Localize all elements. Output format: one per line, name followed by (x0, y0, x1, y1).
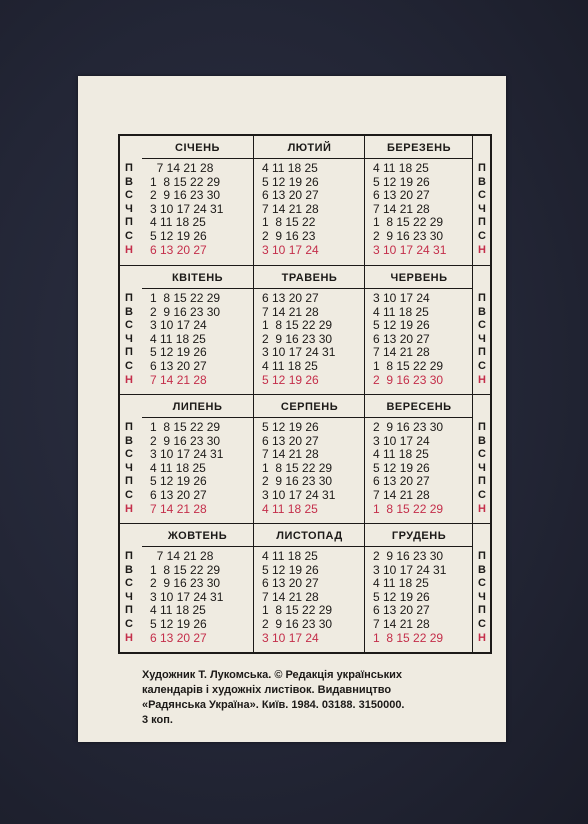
weekday-label: С (125, 230, 133, 242)
sunday-dates: 7 14 21 28 (150, 372, 207, 387)
weekday-label: С (125, 319, 133, 332)
weekday-dates: 5 12 19 26 (262, 562, 319, 577)
sunday-dates: 3 10 17 24 (262, 630, 319, 645)
quarter-row (120, 136, 490, 265)
weekday-label: Ч (125, 332, 133, 345)
month-name: БЕРЕЗЕНЬ (387, 142, 451, 154)
weekday-label: П (125, 292, 133, 304)
weekday-dates: 1 8 15 22 29 (373, 359, 444, 373)
weekday-column-right (472, 524, 491, 653)
month-block (253, 136, 365, 265)
month-name: ЧЕРВЕНЬ (390, 272, 448, 284)
weekday-label: Н (478, 502, 486, 515)
weekday-label: В (125, 305, 133, 318)
weekday-dates: 6 13 20 27 (373, 474, 430, 489)
weekday-dates: 6 13 20 27 (262, 188, 319, 203)
weekday-dates: 2 9 16 23 30 (150, 304, 221, 319)
weekday-label: С (478, 489, 486, 501)
weekday-dates: 2 9 16 23 30 (262, 474, 333, 489)
month-divider (254, 546, 365, 547)
weekday-label: Н (478, 373, 486, 386)
weekday-column-left (120, 524, 138, 653)
weekday-label: С (125, 360, 133, 372)
weekday-label: С (478, 577, 486, 590)
month-divider (365, 158, 473, 159)
weekday-label: П (478, 292, 486, 304)
weekday-label: В (478, 434, 486, 447)
weekday-dates: 1 8 15 22 29 (262, 460, 333, 475)
weekday-dates: 1 8 15 22 (262, 215, 316, 230)
weekday-label: Н (478, 631, 486, 644)
weekday-dates: 5 12 19 26 (150, 617, 207, 631)
weekday-dates: 1 8 15 22 29 (262, 318, 333, 333)
month-name: КВІТЕНЬ (171, 272, 224, 284)
weekday-dates: 7 14 21 28 (262, 304, 319, 319)
sunday-dates: 7 14 21 28 (150, 501, 207, 516)
weekday-dates: 7 14 21 28 (373, 617, 430, 631)
weekday-label: П (125, 216, 133, 229)
sunday-dates: 4 11 18 25 (262, 501, 318, 516)
weekday-dates: 7 14 21 28 (262, 589, 319, 604)
month-name: СІЧЕНЬ (175, 142, 220, 154)
weekday-label: В (125, 434, 133, 447)
month-block (253, 395, 365, 524)
calendar-card (78, 76, 506, 742)
weekday-dates: 2 9 16 23 30 (150, 433, 221, 448)
month-divider (365, 417, 473, 418)
month-name: ВЕРЕСЕНЬ (386, 401, 452, 413)
weekday-label: Н (125, 243, 133, 256)
weekday-label: Ч (125, 590, 133, 603)
weekday-label: В (478, 563, 486, 576)
sunday-dates: 6 13 20 27 (150, 242, 207, 257)
weekday-label: П (125, 162, 133, 174)
weekday-label: С (125, 489, 133, 501)
sunday-dates: 2 9 16 23 30 (373, 372, 444, 387)
weekday-dates: 4 11 18 25 (373, 304, 429, 319)
weekday-dates: 1 8 15 22 29 (150, 174, 221, 189)
month-block (142, 395, 253, 524)
weekday-dates: 5 12 19 26 (373, 589, 430, 604)
footer-line-4: 3 коп. (142, 714, 173, 726)
weekday-dates: 6 13 20 27 (373, 188, 430, 203)
weekday-label: В (478, 305, 486, 318)
weekday-dates: 5 12 19 26 (150, 474, 207, 489)
weekday-dates: 3 10 17 24 31 (150, 589, 224, 604)
weekday-label: С (478, 230, 486, 242)
month-divider (142, 417, 253, 418)
weekday-dates: 6 13 20 27 (373, 331, 430, 346)
weekday-label: С (478, 319, 486, 332)
month-name: ГРУДЕНЬ (391, 530, 447, 542)
weekday-dates: 3 10 17 24 31 (150, 201, 224, 216)
footer-line-3: «Радянська Україна». Київ. 1984. 03188. 3150000. (142, 699, 405, 711)
weekday-dates: 2 9 16 23 30 (373, 549, 444, 563)
weekday-dates: 7 14 21 28 (150, 549, 214, 563)
weekday-column-left (120, 136, 138, 265)
weekday-label: Ч (478, 332, 486, 345)
weekday-dates: 2 9 16 23 30 (373, 229, 444, 243)
weekday-dates: 3 10 17 24 31 (262, 345, 336, 360)
year-calendar-grid (118, 134, 492, 654)
weekday-dates: 1 8 15 22 29 (150, 562, 221, 577)
month-name: ЛИСТОПАД (276, 530, 343, 542)
weekday-dates: 5 12 19 26 (373, 460, 430, 475)
month-divider (254, 417, 365, 418)
weekday-dates: 6 13 20 27 (373, 603, 430, 618)
month-divider (365, 288, 473, 289)
weekday-dates: 7 14 21 28 (262, 201, 319, 216)
weekday-dates: 6 13 20 27 (262, 291, 319, 305)
month-name: СЕРПЕНЬ (280, 401, 339, 413)
weekday-dates: 3 10 17 24 (373, 291, 430, 305)
weekday-label: П (478, 475, 486, 488)
weekday-dates: 5 12 19 26 (262, 420, 319, 434)
sunday-dates: 3 10 17 24 (262, 242, 319, 257)
weekday-dates: 6 13 20 27 (262, 576, 319, 591)
weekday-label: П (478, 550, 486, 562)
weekday-label: Н (125, 373, 133, 386)
quarter-row (120, 265, 490, 395)
weekday-dates: 3 10 17 24 31 (373, 562, 447, 577)
month-divider (365, 546, 473, 547)
weekday-column-right (472, 395, 491, 524)
weekday-dates: 6 13 20 27 (150, 359, 207, 373)
weekday-dates: 3 10 17 24 31 (262, 488, 336, 502)
month-divider (254, 158, 365, 159)
weekday-dates: 7 14 21 28 (373, 345, 430, 360)
weekday-dates: 4 11 18 25 (373, 161, 429, 175)
weekday-dates: 7 14 21 28 (262, 447, 319, 462)
month-block (142, 136, 253, 265)
weekday-dates: 5 12 19 26 (373, 174, 430, 189)
weekday-label: В (125, 175, 133, 188)
weekday-label: С (478, 189, 486, 202)
weekday-dates: 7 14 21 28 (373, 201, 430, 216)
weekday-label: С (478, 618, 486, 630)
month-block (364, 266, 473, 395)
sunday-dates: 5 12 19 26 (262, 372, 319, 387)
weekday-dates: 1 8 15 22 29 (150, 420, 221, 434)
weekday-label: С (478, 448, 486, 461)
month-name: ТРАВЕНЬ (281, 272, 338, 284)
weekday-label: П (478, 216, 486, 229)
sunday-dates: 1 8 15 22 29 (373, 501, 444, 516)
weekday-label: С (125, 189, 133, 202)
weekday-label: Ч (125, 202, 133, 215)
weekday-dates: 4 11 18 25 (150, 460, 206, 475)
weekday-dates: 3 10 17 24 (373, 433, 430, 448)
weekday-label: Н (478, 243, 486, 256)
weekday-dates: 2 9 16 23 (262, 229, 316, 243)
month-divider (142, 288, 253, 289)
weekday-column-left (120, 266, 138, 395)
weekday-dates: 1 8 15 22 29 (150, 291, 221, 305)
weekday-dates: 4 11 18 25 (150, 215, 206, 230)
weekday-dates: 5 12 19 26 (150, 229, 207, 243)
weekday-dates: 4 11 18 25 (262, 359, 318, 373)
weekday-dates: 4 11 18 25 (262, 161, 318, 175)
weekday-label: П (125, 550, 133, 562)
weekday-column-right (472, 136, 491, 265)
weekday-dates: 7 14 21 28 (373, 488, 430, 502)
weekday-dates: 4 11 18 25 (373, 576, 429, 591)
weekday-label: С (125, 577, 133, 590)
weekday-label: П (478, 421, 486, 433)
month-block (253, 266, 365, 395)
weekday-label: Ч (125, 461, 133, 474)
weekday-label: П (478, 346, 486, 359)
weekday-dates: 3 10 17 24 31 (150, 447, 224, 462)
weekday-dates: 2 9 16 23 30 (373, 420, 444, 434)
weekday-dates: 4 11 18 25 (150, 331, 206, 346)
weekday-dates: 5 12 19 26 (262, 174, 319, 189)
weekday-dates: 2 9 16 23 30 (150, 576, 221, 591)
weekday-dates: 5 12 19 26 (150, 345, 207, 360)
month-block (364, 524, 473, 653)
quarter-row (120, 394, 490, 524)
weekday-dates: 1 8 15 22 29 (373, 215, 444, 230)
footer-line-1: Художник Т. Лукомська. © Редакція українських (142, 669, 403, 681)
weekday-column-right (472, 266, 491, 395)
weekday-label: П (478, 162, 486, 174)
month-divider (142, 546, 253, 547)
weekday-dates: 5 12 19 26 (373, 318, 430, 333)
weekday-label: П (125, 604, 133, 617)
weekday-dates: 6 13 20 27 (150, 488, 207, 502)
weekday-label: Ч (478, 590, 486, 603)
weekday-dates: 2 9 16 23 30 (262, 331, 333, 346)
weekday-label: Н (125, 502, 133, 515)
weekday-label: П (125, 475, 133, 488)
weekday-dates: 6 13 20 27 (262, 433, 319, 448)
month-block (364, 395, 473, 524)
weekday-label: П (125, 421, 133, 433)
weekday-column-left (120, 395, 138, 524)
weekday-dates: 4 11 18 25 (262, 549, 318, 563)
weekday-label: С (478, 360, 486, 372)
quarter-row (120, 523, 490, 653)
sunday-dates: 3 10 17 24 31 (373, 242, 447, 257)
weekday-dates: 4 11 18 25 (373, 447, 429, 462)
month-block (253, 524, 365, 653)
weekday-dates: 2 9 16 23 30 (150, 188, 221, 203)
weekday-dates: 2 9 16 23 30 (262, 617, 333, 631)
weekday-dates: 1 8 15 22 29 (262, 603, 333, 618)
weekday-dates: 7 14 21 28 (150, 161, 214, 175)
month-block (364, 136, 473, 265)
month-divider (254, 288, 365, 289)
month-name: ЖОВТЕНЬ (167, 530, 228, 542)
weekday-label: С (125, 448, 133, 461)
weekday-label: П (125, 346, 133, 359)
footer-line-2: календарів і художніх листівок. Видавництво (142, 684, 392, 696)
month-name: ЛИПЕНЬ (172, 401, 223, 413)
month-name: ЛЮТИЙ (287, 142, 332, 154)
month-divider (142, 158, 253, 159)
weekday-label: В (478, 175, 486, 188)
weekday-label: П (478, 604, 486, 617)
weekday-label: Н (125, 631, 133, 644)
sunday-dates: 6 13 20 27 (150, 630, 207, 645)
weekday-label: Ч (478, 202, 486, 215)
weekday-label: В (125, 563, 133, 576)
sunday-dates: 1 8 15 22 29 (373, 630, 444, 645)
weekday-dates: 4 11 18 25 (150, 603, 206, 618)
month-block (142, 524, 253, 653)
month-block (142, 266, 253, 395)
publisher-footer (142, 668, 494, 728)
weekday-dates: 3 10 17 24 (150, 318, 207, 333)
weekday-label: С (125, 618, 133, 630)
weekday-label: Ч (478, 461, 486, 474)
